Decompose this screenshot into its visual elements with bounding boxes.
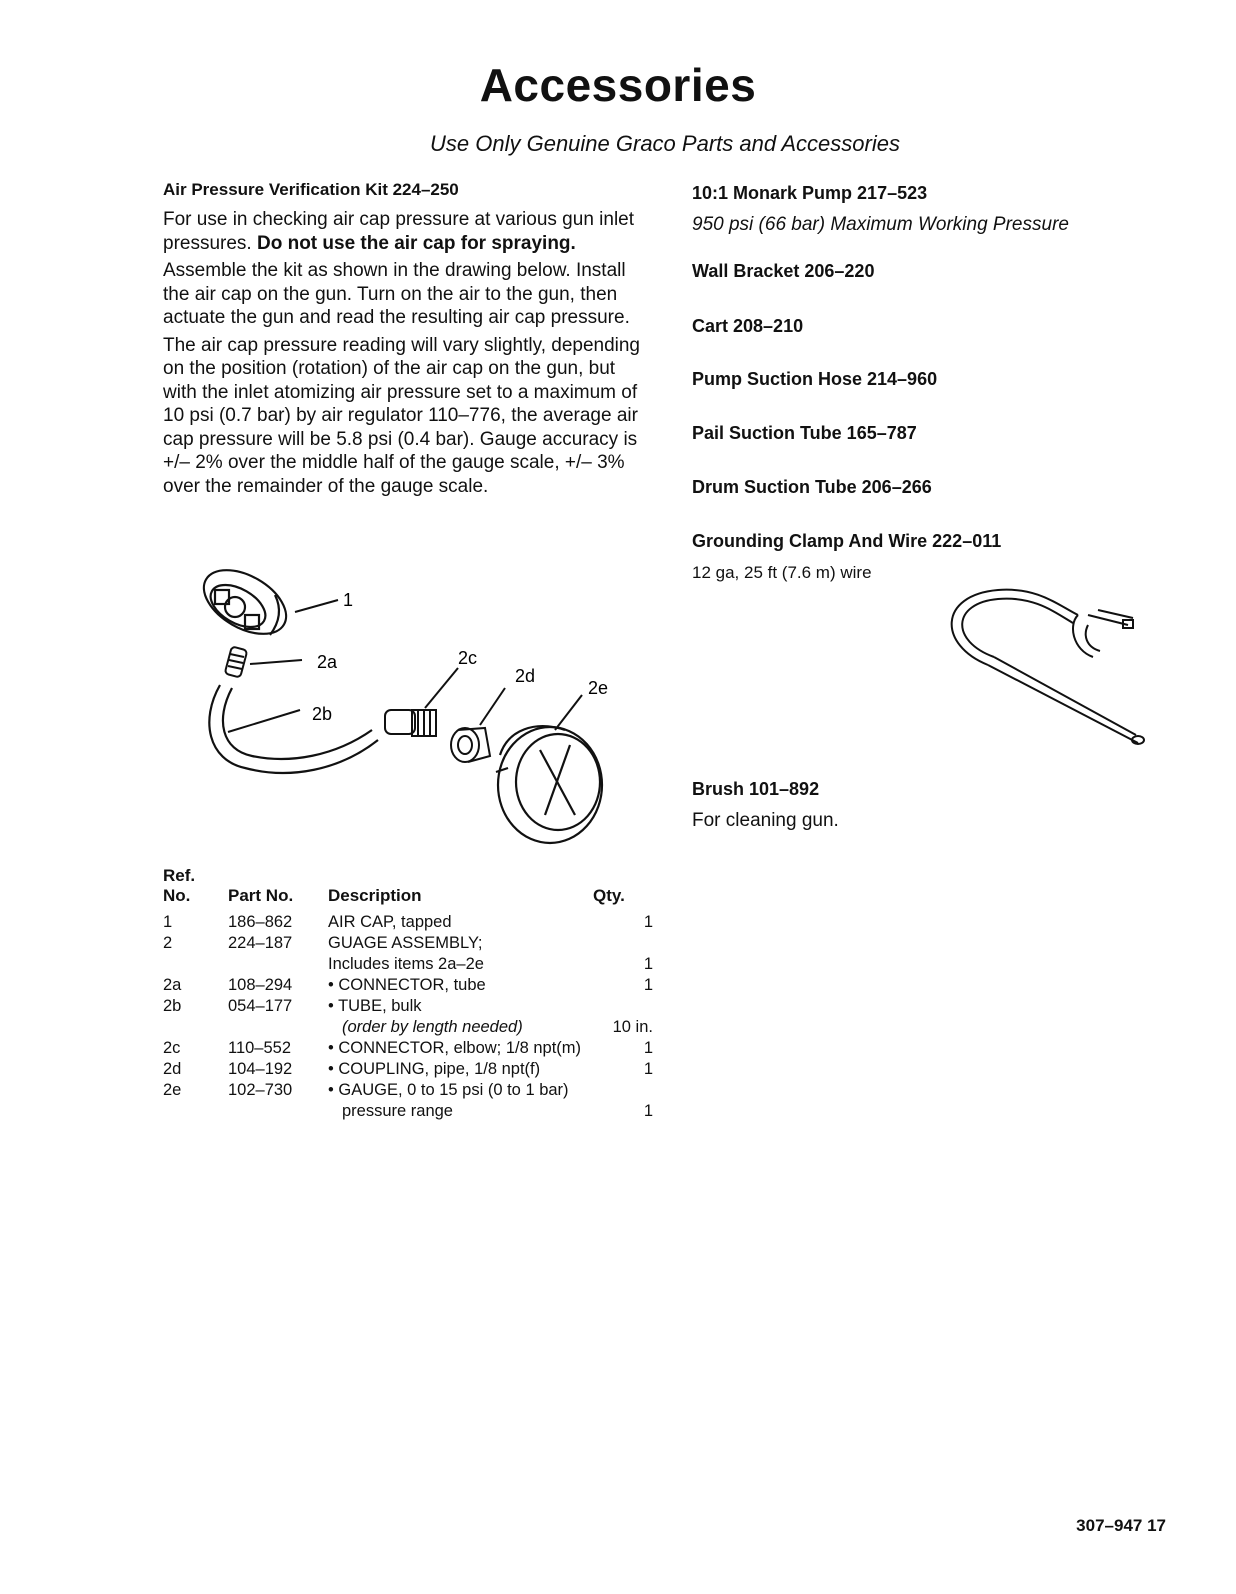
accessory-grounding-clamp: Grounding Clamp And Wire 222–011	[692, 531, 1002, 551]
leader-2c	[425, 668, 458, 708]
kit-para1-text: For use in checking air cap pressure at various gun inlet pressures.	[163, 209, 635, 254]
elbow-connector-drawing	[385, 710, 436, 736]
table-row: 2e 102–730 • GAUGE, 0 to 15 psi (0 to 1 bar)	[163, 1081, 569, 1099]
tube-connector-drawing	[225, 646, 248, 677]
accessory-pump-suction-hose: Pump Suction Hose 214–960	[692, 369, 938, 389]
label-1: 1	[343, 590, 354, 610]
kit-heading: Air Pressure Verification Kit 224–250	[163, 180, 459, 199]
air-cap-drawing	[193, 560, 297, 647]
leader-2a	[250, 660, 302, 664]
table-row: Includes items 2a–2e 1	[328, 955, 653, 973]
leader-2e	[555, 695, 582, 730]
label-2b: 2b	[312, 704, 333, 724]
header-description: Description	[328, 886, 422, 905]
leader-2b	[228, 710, 300, 732]
label-2c: 2c	[458, 648, 478, 668]
kit-paragraph-3: The air cap pressure reading will vary slightly, depending on the position (rotation) of the air cap on the gun, but with the inlet atomizing air pressure set to a maximum of 10 psi (0.7 bar) by air regulator 110–776, the average air cap pressure will be 5.8 psi (0.4 bar). Gauge accuracy is +/– 2% over the middle half of the gauge scale, +/– 3% over the remainder of the gauge scale.	[163, 334, 641, 497]
accessory-cart: Cart 208–210	[692, 316, 804, 336]
kit-warning: Do not use the air cap for spraying.	[256, 232, 576, 254]
accessory-monark-pump: 10:1 Monark Pump 217–523	[692, 183, 928, 203]
label-2e: 2e	[588, 678, 609, 698]
table-row: 2b 054–177 • TUBE, bulk	[163, 997, 422, 1015]
table-row: pressure range 1	[342, 1102, 653, 1120]
label-2d: 2d	[515, 666, 536, 686]
table-row: 2c 110–552 • CONNECTOR, elbow; 1/8 npt(m) 1	[163, 1039, 653, 1057]
grounding-clamp-drawing	[938, 585, 1148, 755]
page-footer: 307–947 17	[1076, 1516, 1166, 1535]
label-2a: 2a	[317, 652, 338, 672]
accessory-brush-note: For cleaning gun.	[692, 810, 839, 831]
accessory-pail-suction-tube: Pail Suction Tube 165–787	[692, 423, 917, 443]
leader-1	[295, 600, 338, 612]
accessory-grounding-clamp-note: 12 ga, 25 ft (7.6 m) wire	[692, 563, 872, 582]
header-ref: Ref. No.	[163, 866, 196, 905]
table-row: (order by length needed) 10 in.	[342, 1018, 653, 1036]
kit-section	[163, 180, 643, 502]
page-title: Accessories	[479, 59, 757, 111]
kit-paragraph-2: Assemble the kit as shown in the drawing below. Install the air cap on the gun. Turn on the air to the gun, then actuate the gun and read the resulting air cap pressure.	[163, 260, 630, 328]
header-qty: Qty.	[593, 886, 625, 905]
table-row: 2a 108–294 • CONNECTOR, tube 1	[163, 976, 653, 994]
kit-paragraph-1	[163, 208, 643, 255]
pipe-coupling-drawing	[451, 728, 490, 762]
leader-2d	[480, 688, 505, 725]
pressure-gauge-drawing	[496, 726, 602, 843]
page-subtitle: Use Only Genuine Graco Parts and Accessories	[430, 131, 900, 156]
parts-table	[163, 866, 653, 1122]
accessory-wall-bracket: Wall Bracket 206–220	[692, 261, 875, 281]
table-row: 1 186–862 AIR CAP, tapped 1	[163, 913, 653, 931]
table-row: 2 224–187 GUAGE ASSEMBLY;	[163, 934, 483, 952]
header-part-no: Part No.	[228, 886, 294, 905]
parts-table-grid	[163, 866, 653, 1122]
accessory-drum-suction-tube: Drum Suction Tube 206–266	[692, 477, 932, 497]
accessory-monark-pump-note: 950 psi (66 bar) Maximum Working Pressure	[692, 214, 1069, 235]
accessory-brush: Brush 101–892	[692, 779, 820, 799]
table-row: 2d 104–192 • COUPLING, pipe, 1/8 npt(f) 1	[163, 1060, 653, 1078]
kit-assembly-diagram	[190, 560, 620, 845]
